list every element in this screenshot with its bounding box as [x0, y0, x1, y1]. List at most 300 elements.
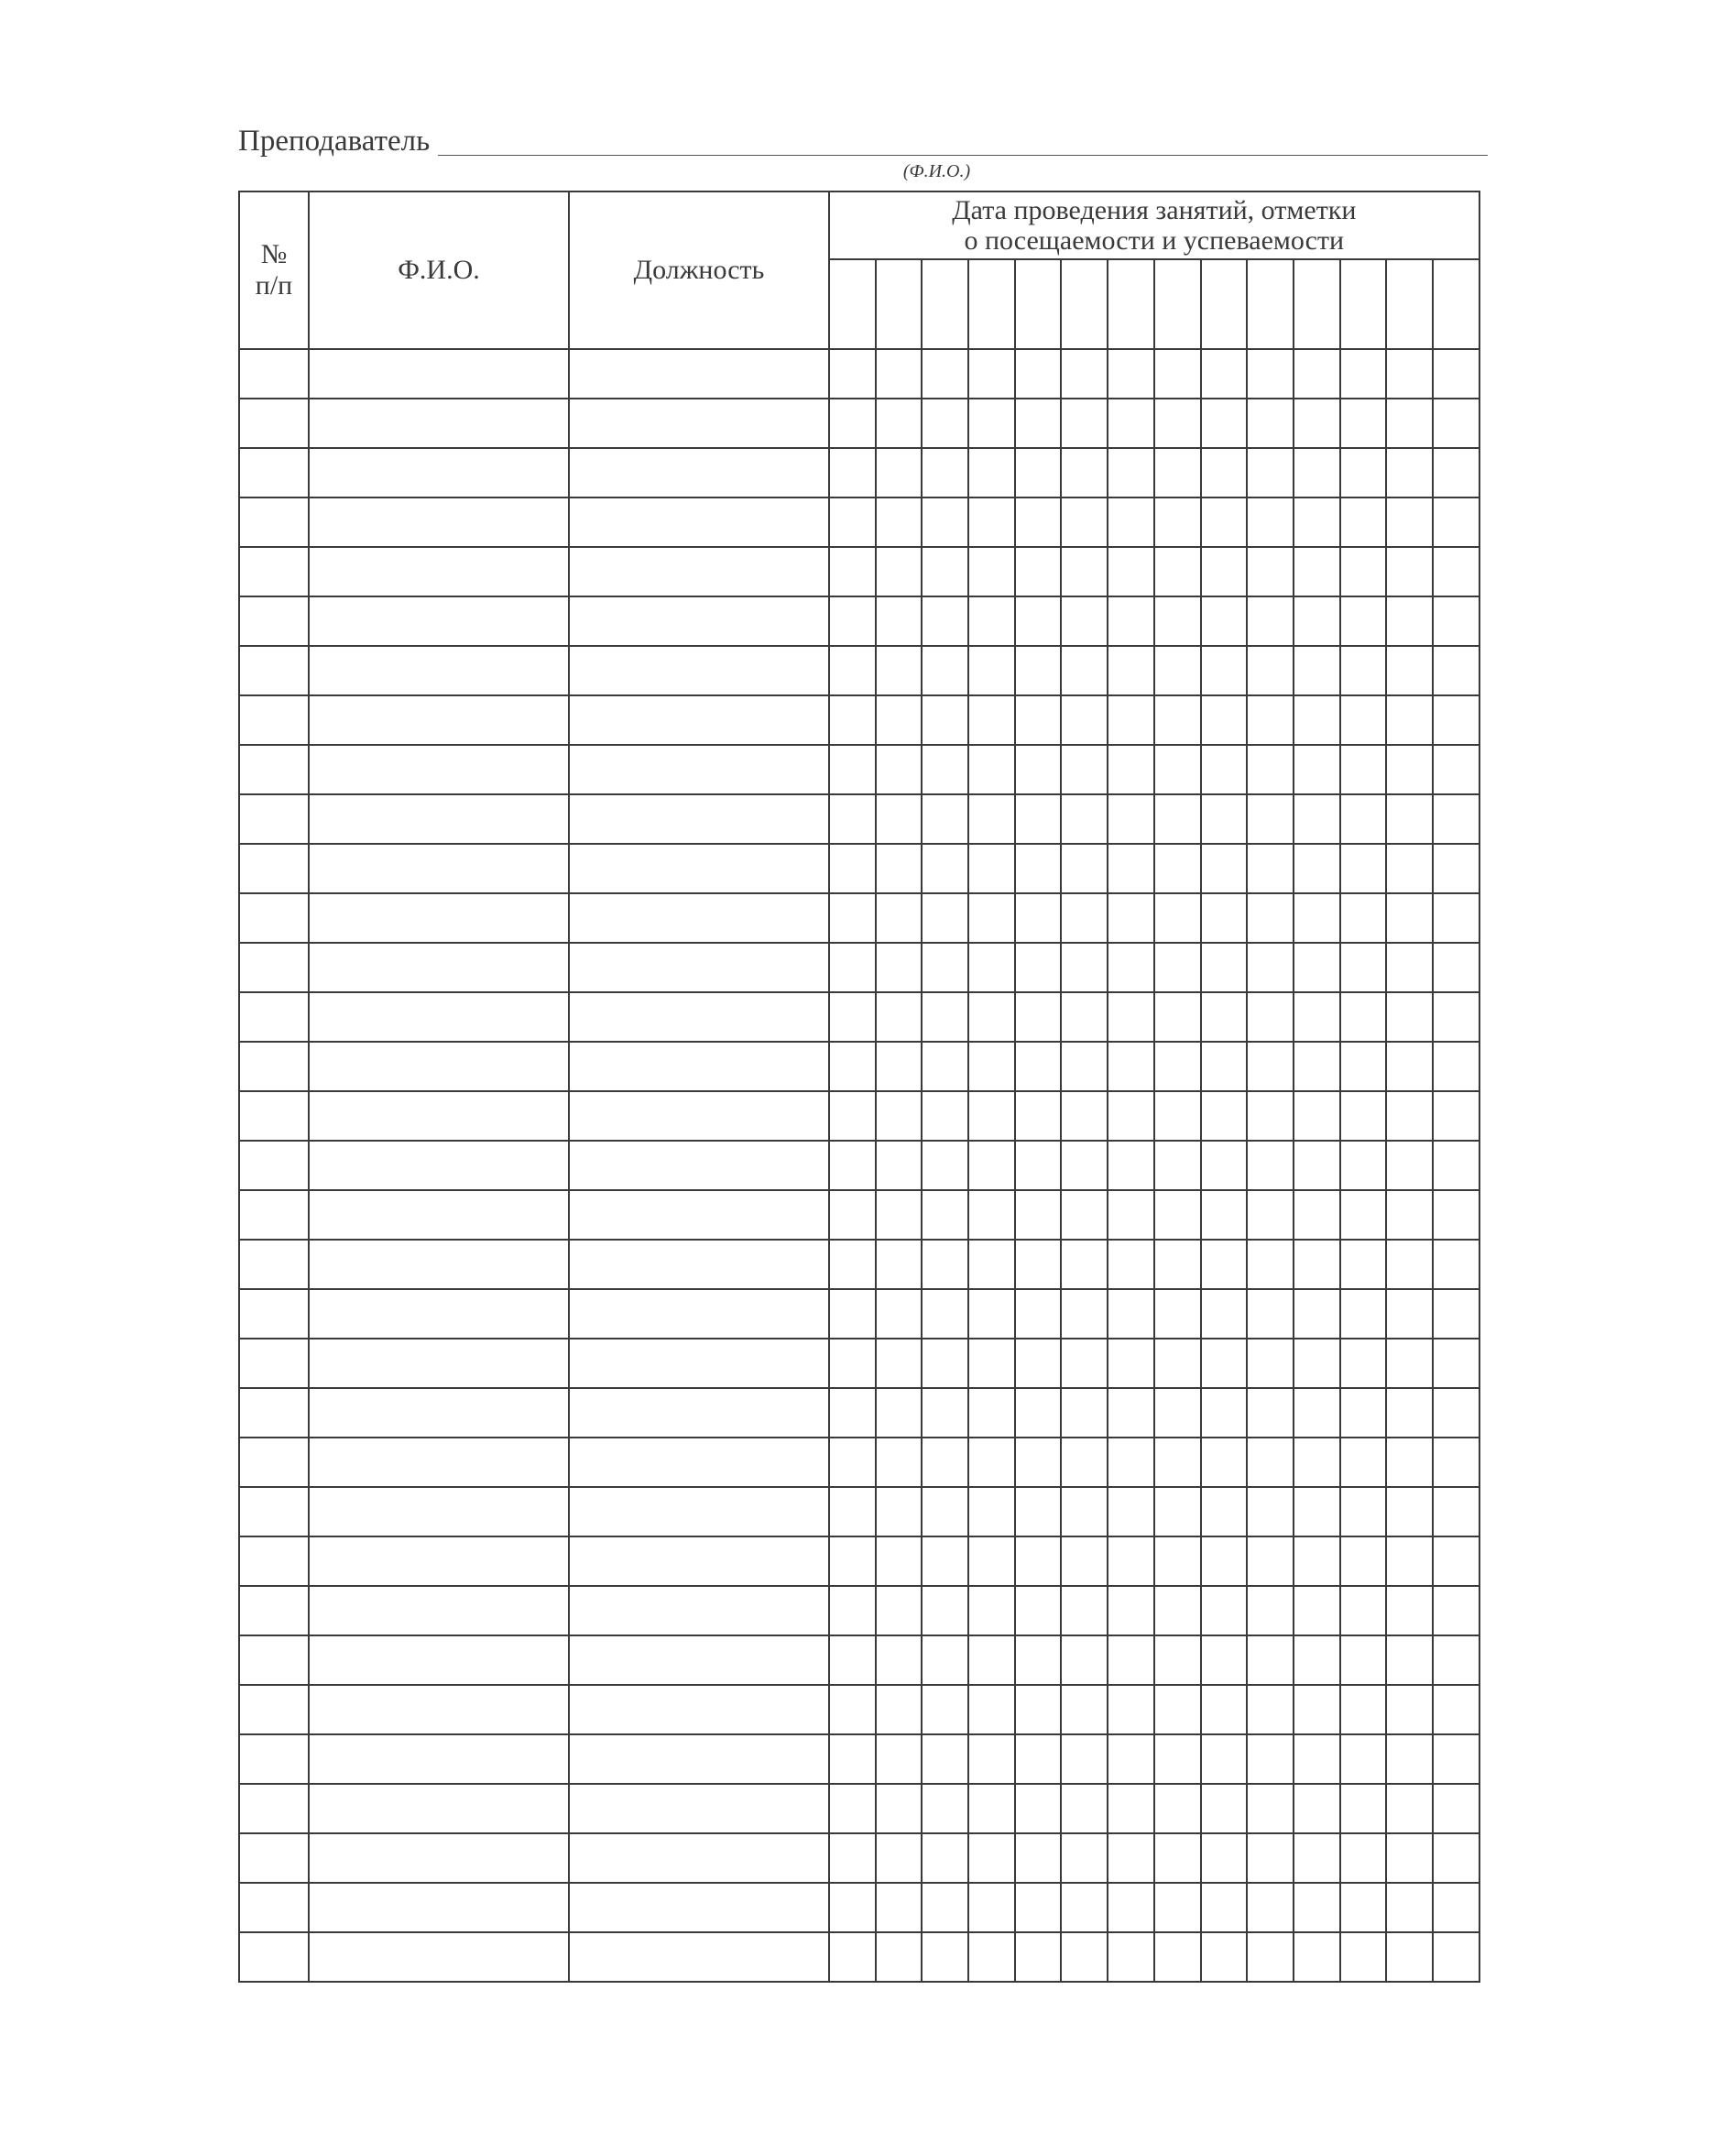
- position-cell[interactable]: [569, 1784, 829, 1833]
- attendance-cell[interactable]: [1340, 1685, 1387, 1734]
- attendance-cell[interactable]: [1433, 399, 1479, 448]
- attendance-cell[interactable]: [922, 448, 968, 497]
- attendance-cell[interactable]: [876, 1685, 923, 1734]
- attendance-cell[interactable]: [829, 1141, 876, 1190]
- attendance-cell[interactable]: [1015, 794, 1062, 844]
- attendance-cell[interactable]: [1061, 1240, 1108, 1289]
- attendance-cell[interactable]: [876, 596, 923, 646]
- attendance-cell[interactable]: [1015, 1932, 1062, 1982]
- date-header-cell[interactable]: [968, 259, 1015, 349]
- fio-cell[interactable]: [309, 1190, 569, 1240]
- attendance-cell[interactable]: [1154, 745, 1201, 794]
- attendance-cell[interactable]: [1433, 1586, 1479, 1635]
- attendance-cell[interactable]: [1294, 1240, 1340, 1289]
- attendance-cell[interactable]: [1386, 646, 1433, 695]
- attendance-cell[interactable]: [1108, 448, 1154, 497]
- attendance-cell[interactable]: [1061, 1685, 1108, 1734]
- attendance-cell[interactable]: [829, 1536, 876, 1586]
- attendance-cell[interactable]: [1433, 1734, 1479, 1784]
- attendance-cell[interactable]: [1433, 794, 1479, 844]
- position-cell[interactable]: [569, 1734, 829, 1784]
- attendance-cell[interactable]: [968, 745, 1015, 794]
- fio-cell[interactable]: [309, 1289, 569, 1339]
- attendance-cell[interactable]: [1154, 1388, 1201, 1438]
- attendance-cell[interactable]: [1340, 745, 1387, 794]
- attendance-cell[interactable]: [876, 646, 923, 695]
- position-cell[interactable]: [569, 448, 829, 497]
- attendance-cell[interactable]: [1108, 497, 1154, 547]
- attendance-cell[interactable]: [1247, 1289, 1294, 1339]
- attendance-cell[interactable]: [829, 893, 876, 943]
- attendance-cell[interactable]: [968, 1438, 1015, 1487]
- attendance-cell[interactable]: [1061, 646, 1108, 695]
- attendance-cell[interactable]: [922, 893, 968, 943]
- attendance-cell[interactable]: [1154, 1240, 1201, 1289]
- attendance-cell[interactable]: [1108, 1635, 1154, 1685]
- attendance-cell[interactable]: [1154, 448, 1201, 497]
- position-cell[interactable]: [569, 992, 829, 1042]
- attendance-cell[interactable]: [1294, 893, 1340, 943]
- attendance-cell[interactable]: [1061, 1833, 1108, 1883]
- attendance-cell[interactable]: [1247, 794, 1294, 844]
- attendance-cell[interactable]: [1433, 547, 1479, 596]
- attendance-cell[interactable]: [876, 1042, 923, 1091]
- attendance-cell[interactable]: [1108, 1586, 1154, 1635]
- number-cell[interactable]: [239, 1190, 309, 1240]
- position-cell[interactable]: [569, 943, 829, 992]
- fio-cell[interactable]: [309, 695, 569, 745]
- attendance-cell[interactable]: [876, 992, 923, 1042]
- attendance-cell[interactable]: [922, 1388, 968, 1438]
- attendance-cell[interactable]: [1247, 448, 1294, 497]
- attendance-cell[interactable]: [1340, 1586, 1387, 1635]
- attendance-cell[interactable]: [922, 992, 968, 1042]
- attendance-cell[interactable]: [829, 1190, 876, 1240]
- attendance-cell[interactable]: [1340, 448, 1387, 497]
- attendance-cell[interactable]: [1247, 1685, 1294, 1734]
- attendance-cell[interactable]: [968, 695, 1015, 745]
- attendance-cell[interactable]: [1247, 646, 1294, 695]
- attendance-cell[interactable]: [1154, 1339, 1201, 1388]
- attendance-cell[interactable]: [1108, 1685, 1154, 1734]
- attendance-cell[interactable]: [968, 1734, 1015, 1784]
- attendance-cell[interactable]: [1340, 695, 1387, 745]
- attendance-cell[interactable]: [829, 1438, 876, 1487]
- attendance-cell[interactable]: [1386, 1388, 1433, 1438]
- attendance-cell[interactable]: [1154, 695, 1201, 745]
- attendance-cell[interactable]: [1061, 1932, 1108, 1982]
- attendance-cell[interactable]: [1201, 1339, 1248, 1388]
- attendance-cell[interactable]: [1386, 448, 1433, 497]
- attendance-cell[interactable]: [1386, 547, 1433, 596]
- position-cell[interactable]: [569, 745, 829, 794]
- attendance-cell[interactable]: [1247, 1339, 1294, 1388]
- attendance-cell[interactable]: [1108, 1536, 1154, 1586]
- attendance-cell[interactable]: [829, 1734, 876, 1784]
- attendance-cell[interactable]: [876, 1141, 923, 1190]
- number-cell[interactable]: [239, 1734, 309, 1784]
- attendance-cell[interactable]: [1247, 1042, 1294, 1091]
- attendance-cell[interactable]: [968, 646, 1015, 695]
- date-header-cell[interactable]: [1061, 259, 1108, 349]
- attendance-cell[interactable]: [1201, 1438, 1248, 1487]
- fio-cell[interactable]: [309, 596, 569, 646]
- fio-cell[interactable]: [309, 943, 569, 992]
- attendance-cell[interactable]: [1015, 1091, 1062, 1141]
- attendance-cell[interactable]: [922, 794, 968, 844]
- attendance-cell[interactable]: [1061, 745, 1108, 794]
- attendance-cell[interactable]: [1154, 794, 1201, 844]
- number-cell[interactable]: [239, 1141, 309, 1190]
- date-header-cell[interactable]: [876, 259, 923, 349]
- attendance-cell[interactable]: [1433, 448, 1479, 497]
- attendance-cell[interactable]: [1433, 992, 1479, 1042]
- attendance-cell[interactable]: [1061, 844, 1108, 893]
- attendance-cell[interactable]: [1015, 943, 1062, 992]
- attendance-cell[interactable]: [1340, 1339, 1387, 1388]
- attendance-cell[interactable]: [1386, 1883, 1433, 1932]
- attendance-cell[interactable]: [1154, 992, 1201, 1042]
- attendance-cell[interactable]: [922, 547, 968, 596]
- attendance-cell[interactable]: [968, 893, 1015, 943]
- attendance-cell[interactable]: [1108, 349, 1154, 399]
- attendance-cell[interactable]: [1201, 943, 1248, 992]
- attendance-cell[interactable]: [1201, 1685, 1248, 1734]
- attendance-cell[interactable]: [1108, 794, 1154, 844]
- attendance-cell[interactable]: [1340, 844, 1387, 893]
- attendance-cell[interactable]: [1108, 1388, 1154, 1438]
- attendance-cell[interactable]: [1015, 1586, 1062, 1635]
- attendance-cell[interactable]: [968, 349, 1015, 399]
- attendance-cell[interactable]: [1061, 1586, 1108, 1635]
- fio-cell[interactable]: [309, 1883, 569, 1932]
- attendance-cell[interactable]: [1154, 1487, 1201, 1536]
- attendance-cell[interactable]: [876, 547, 923, 596]
- attendance-cell[interactable]: [876, 448, 923, 497]
- attendance-cell[interactable]: [1201, 399, 1248, 448]
- number-cell[interactable]: [239, 943, 309, 992]
- attendance-cell[interactable]: [1294, 1932, 1340, 1982]
- position-cell[interactable]: [569, 596, 829, 646]
- attendance-cell[interactable]: [1433, 646, 1479, 695]
- attendance-cell[interactable]: [1294, 844, 1340, 893]
- attendance-cell[interactable]: [1201, 1586, 1248, 1635]
- attendance-cell[interactable]: [1340, 1635, 1387, 1685]
- fio-cell[interactable]: [309, 1932, 569, 1982]
- attendance-cell[interactable]: [1247, 1586, 1294, 1635]
- attendance-cell[interactable]: [1015, 1536, 1062, 1586]
- position-cell[interactable]: [569, 399, 829, 448]
- attendance-cell[interactable]: [1433, 1042, 1479, 1091]
- attendance-cell[interactable]: [1340, 1932, 1387, 1982]
- attendance-cell[interactable]: [829, 1784, 876, 1833]
- attendance-cell[interactable]: [1108, 1091, 1154, 1141]
- attendance-cell[interactable]: [829, 695, 876, 745]
- attendance-cell[interactable]: [1247, 1388, 1294, 1438]
- attendance-cell[interactable]: [1015, 1784, 1062, 1833]
- attendance-cell[interactable]: [1015, 695, 1062, 745]
- position-cell[interactable]: [569, 1635, 829, 1685]
- attendance-cell[interactable]: [1247, 399, 1294, 448]
- number-cell[interactable]: [239, 745, 309, 794]
- attendance-cell[interactable]: [968, 844, 1015, 893]
- attendance-cell[interactable]: [1386, 399, 1433, 448]
- attendance-cell[interactable]: [829, 497, 876, 547]
- attendance-cell[interactable]: [1201, 1734, 1248, 1784]
- attendance-cell[interactable]: [1294, 1141, 1340, 1190]
- date-header-cell[interactable]: [1247, 259, 1294, 349]
- attendance-cell[interactable]: [1108, 1289, 1154, 1339]
- attendance-cell[interactable]: [1247, 596, 1294, 646]
- attendance-cell[interactable]: [876, 1091, 923, 1141]
- attendance-cell[interactable]: [922, 1042, 968, 1091]
- attendance-cell[interactable]: [968, 943, 1015, 992]
- attendance-cell[interactable]: [1154, 1883, 1201, 1932]
- number-cell[interactable]: [239, 1833, 309, 1883]
- attendance-cell[interactable]: [1108, 547, 1154, 596]
- attendance-cell[interactable]: [1340, 1190, 1387, 1240]
- attendance-cell[interactable]: [1247, 1438, 1294, 1487]
- attendance-cell[interactable]: [1108, 1438, 1154, 1487]
- attendance-cell[interactable]: [968, 399, 1015, 448]
- attendance-cell[interactable]: [1201, 1042, 1248, 1091]
- attendance-cell[interactable]: [1247, 1734, 1294, 1784]
- attendance-cell[interactable]: [1433, 1932, 1479, 1982]
- number-cell[interactable]: [239, 1042, 309, 1091]
- attendance-cell[interactable]: [1201, 1883, 1248, 1932]
- attendance-cell[interactable]: [829, 844, 876, 893]
- date-header-cell[interactable]: [1433, 259, 1479, 349]
- attendance-cell[interactable]: [829, 1635, 876, 1685]
- attendance-cell[interactable]: [829, 1487, 876, 1536]
- number-cell[interactable]: [239, 893, 309, 943]
- attendance-cell[interactable]: [922, 943, 968, 992]
- attendance-cell[interactable]: [1386, 1932, 1433, 1982]
- fio-cell[interactable]: [309, 646, 569, 695]
- attendance-cell[interactable]: [876, 943, 923, 992]
- fio-cell[interactable]: [309, 547, 569, 596]
- attendance-cell[interactable]: [1015, 547, 1062, 596]
- attendance-cell[interactable]: [1108, 646, 1154, 695]
- attendance-cell[interactable]: [968, 1042, 1015, 1091]
- attendance-cell[interactable]: [1015, 1438, 1062, 1487]
- attendance-cell[interactable]: [1015, 448, 1062, 497]
- attendance-cell[interactable]: [1386, 1042, 1433, 1091]
- attendance-cell[interactable]: [968, 1784, 1015, 1833]
- attendance-cell[interactable]: [876, 794, 923, 844]
- attendance-cell[interactable]: [922, 1734, 968, 1784]
- attendance-cell[interactable]: [1154, 646, 1201, 695]
- attendance-cell[interactable]: [922, 1240, 968, 1289]
- attendance-cell[interactable]: [1015, 1883, 1062, 1932]
- attendance-cell[interactable]: [1108, 695, 1154, 745]
- number-cell[interactable]: [239, 497, 309, 547]
- fio-cell[interactable]: [309, 1833, 569, 1883]
- attendance-cell[interactable]: [1061, 1190, 1108, 1240]
- number-cell[interactable]: [239, 399, 309, 448]
- fio-cell[interactable]: [309, 1339, 569, 1388]
- attendance-cell[interactable]: [1108, 1784, 1154, 1833]
- number-cell[interactable]: [239, 1289, 309, 1339]
- attendance-cell[interactable]: [1015, 844, 1062, 893]
- fio-cell[interactable]: [309, 745, 569, 794]
- attendance-cell[interactable]: [922, 646, 968, 695]
- attendance-cell[interactable]: [1154, 893, 1201, 943]
- number-cell[interactable]: [239, 794, 309, 844]
- attendance-cell[interactable]: [1061, 1635, 1108, 1685]
- attendance-cell[interactable]: [1340, 1289, 1387, 1339]
- attendance-cell[interactable]: [1154, 1042, 1201, 1091]
- number-cell[interactable]: [239, 1339, 309, 1388]
- number-cell[interactable]: [239, 596, 309, 646]
- attendance-cell[interactable]: [1201, 1388, 1248, 1438]
- attendance-cell[interactable]: [968, 1487, 1015, 1536]
- position-cell[interactable]: [569, 794, 829, 844]
- attendance-cell[interactable]: [1108, 1883, 1154, 1932]
- attendance-cell[interactable]: [1386, 1734, 1433, 1784]
- attendance-cell[interactable]: [1154, 1438, 1201, 1487]
- fio-cell[interactable]: [309, 399, 569, 448]
- position-cell[interactable]: [569, 1833, 829, 1883]
- position-cell[interactable]: [569, 1685, 829, 1734]
- attendance-cell[interactable]: [1433, 1388, 1479, 1438]
- number-cell[interactable]: [239, 992, 309, 1042]
- attendance-cell[interactable]: [1061, 349, 1108, 399]
- attendance-cell[interactable]: [1294, 1883, 1340, 1932]
- fio-cell[interactable]: [309, 497, 569, 547]
- attendance-cell[interactable]: [1294, 1635, 1340, 1685]
- attendance-cell[interactable]: [1386, 1141, 1433, 1190]
- attendance-cell[interactable]: [1061, 1487, 1108, 1536]
- position-cell[interactable]: [569, 1487, 829, 1536]
- attendance-cell[interactable]: [1294, 1586, 1340, 1635]
- attendance-cell[interactable]: [1294, 1339, 1340, 1388]
- attendance-cell[interactable]: [968, 992, 1015, 1042]
- attendance-cell[interactable]: [876, 1932, 923, 1982]
- attendance-cell[interactable]: [1433, 596, 1479, 646]
- attendance-cell[interactable]: [1061, 1141, 1108, 1190]
- fio-cell[interactable]: [309, 1784, 569, 1833]
- attendance-cell[interactable]: [1294, 1091, 1340, 1141]
- attendance-cell[interactable]: [829, 1289, 876, 1339]
- attendance-cell[interactable]: [876, 1190, 923, 1240]
- fio-cell[interactable]: [309, 1635, 569, 1685]
- attendance-cell[interactable]: [1061, 1339, 1108, 1388]
- attendance-cell[interactable]: [829, 1883, 876, 1932]
- attendance-cell[interactable]: [1154, 1932, 1201, 1982]
- attendance-cell[interactable]: [1294, 992, 1340, 1042]
- attendance-cell[interactable]: [1015, 1388, 1062, 1438]
- fio-cell[interactable]: [309, 1042, 569, 1091]
- attendance-cell[interactable]: [1015, 1042, 1062, 1091]
- attendance-cell[interactable]: [1108, 1833, 1154, 1883]
- number-cell[interactable]: [239, 1784, 309, 1833]
- attendance-cell[interactable]: [1015, 646, 1062, 695]
- attendance-cell[interactable]: [1340, 1536, 1387, 1586]
- number-cell[interactable]: [239, 349, 309, 399]
- attendance-cell[interactable]: [1247, 1141, 1294, 1190]
- attendance-cell[interactable]: [922, 349, 968, 399]
- date-header-cell[interactable]: [1386, 259, 1433, 349]
- attendance-cell[interactable]: [1154, 1141, 1201, 1190]
- attendance-cell[interactable]: [1294, 1438, 1340, 1487]
- attendance-cell[interactable]: [1015, 1685, 1062, 1734]
- attendance-cell[interactable]: [1154, 1586, 1201, 1635]
- attendance-cell[interactable]: [1294, 695, 1340, 745]
- attendance-cell[interactable]: [968, 1339, 1015, 1388]
- number-cell[interactable]: [239, 1536, 309, 1586]
- attendance-cell[interactable]: [922, 695, 968, 745]
- attendance-cell[interactable]: [1247, 1190, 1294, 1240]
- attendance-cell[interactable]: [1386, 1536, 1433, 1586]
- attendance-cell[interactable]: [1015, 1635, 1062, 1685]
- number-cell[interactable]: [239, 1883, 309, 1932]
- attendance-cell[interactable]: [1340, 1388, 1387, 1438]
- number-cell[interactable]: [239, 1388, 309, 1438]
- attendance-cell[interactable]: [1386, 349, 1433, 399]
- attendance-cell[interactable]: [1433, 1685, 1479, 1734]
- attendance-cell[interactable]: [1294, 1833, 1340, 1883]
- attendance-cell[interactable]: [1154, 1833, 1201, 1883]
- attendance-cell[interactable]: [829, 745, 876, 794]
- fio-cell[interactable]: [309, 1685, 569, 1734]
- attendance-cell[interactable]: [968, 1635, 1015, 1685]
- attendance-cell[interactable]: [1433, 1190, 1479, 1240]
- attendance-cell[interactable]: [922, 497, 968, 547]
- attendance-cell[interactable]: [1201, 893, 1248, 943]
- position-cell[interactable]: [569, 1388, 829, 1438]
- attendance-cell[interactable]: [829, 547, 876, 596]
- attendance-cell[interactable]: [1294, 349, 1340, 399]
- fio-cell[interactable]: [309, 844, 569, 893]
- attendance-cell[interactable]: [968, 497, 1015, 547]
- attendance-cell[interactable]: [1294, 1784, 1340, 1833]
- attendance-cell[interactable]: [1061, 399, 1108, 448]
- attendance-cell[interactable]: [968, 1141, 1015, 1190]
- fio-cell[interactable]: [309, 1487, 569, 1536]
- attendance-cell[interactable]: [1247, 745, 1294, 794]
- attendance-cell[interactable]: [922, 1685, 968, 1734]
- position-cell[interactable]: [569, 349, 829, 399]
- attendance-cell[interactable]: [1154, 1091, 1201, 1141]
- fio-cell[interactable]: [309, 893, 569, 943]
- attendance-cell[interactable]: [1108, 893, 1154, 943]
- attendance-cell[interactable]: [829, 1388, 876, 1438]
- position-cell[interactable]: [569, 497, 829, 547]
- attendance-cell[interactable]: [1201, 1932, 1248, 1982]
- attendance-cell[interactable]: [922, 1833, 968, 1883]
- attendance-cell[interactable]: [1247, 943, 1294, 992]
- attendance-cell[interactable]: [1154, 547, 1201, 596]
- number-cell[interactable]: [239, 1487, 309, 1536]
- attendance-cell[interactable]: [1340, 1091, 1387, 1141]
- fio-cell[interactable]: [309, 992, 569, 1042]
- attendance-cell[interactable]: [1433, 1289, 1479, 1339]
- attendance-cell[interactable]: [1386, 1586, 1433, 1635]
- attendance-cell[interactable]: [1201, 745, 1248, 794]
- attendance-cell[interactable]: [1386, 1635, 1433, 1685]
- attendance-cell[interactable]: [1247, 1932, 1294, 1982]
- attendance-cell[interactable]: [1294, 497, 1340, 547]
- attendance-cell[interactable]: [1015, 1240, 1062, 1289]
- attendance-cell[interactable]: [1247, 992, 1294, 1042]
- attendance-cell[interactable]: [1015, 349, 1062, 399]
- attendance-cell[interactable]: [1061, 497, 1108, 547]
- attendance-cell[interactable]: [1340, 1734, 1387, 1784]
- number-cell[interactable]: [239, 1240, 309, 1289]
- attendance-cell[interactable]: [922, 1091, 968, 1141]
- attendance-cell[interactable]: [1201, 1833, 1248, 1883]
